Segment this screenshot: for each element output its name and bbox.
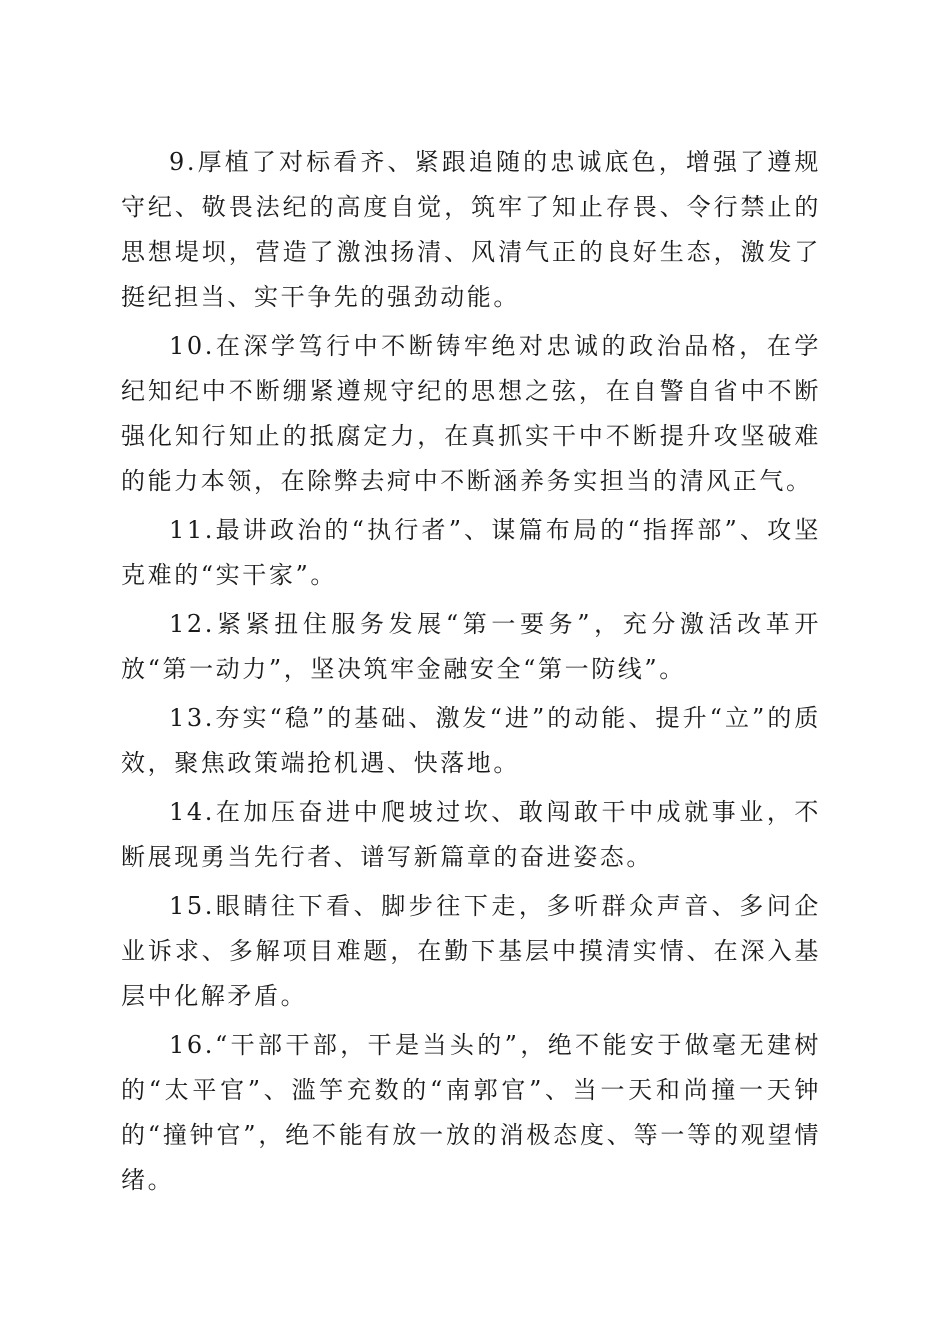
paragraph-13: 13.夯实“稳”的基础、激发“进”的动能、提升“立”的质效，聚焦政策端抢机遇、快落地。 — [121, 704, 821, 777]
paragraph-9: 9.厚植了对标看齐、紧跟追随的忠诚底色，增强了遵规守纪、敬畏法纪的高度自觉，筑牢了知止存畏、令行禁止的思想堤坝，营造了激浊扬清、风清气正的良好生态，激发了挺纪担当、实干争先的强劲动能。 — [121, 148, 821, 311]
paragraph-12: 12.紧紧扭住服务发展“第一要务”，充分激活改革开放“第一动力”，坚决筑牢金融安全“第一防线”。 — [121, 610, 821, 683]
document-body — [121, 140, 821, 1207]
paragraph-11: 11.最讲政治的“执行者”、谋篇布局的“指挥部”、攻坚克难的“实干家”。 — [121, 516, 821, 589]
paragraph-14: 14.在加压奋进中爬坡过坎、敢闯敢干中成就事业，不断展现勇当先行者、谱写新篇章的奋进姿态。 — [121, 798, 821, 871]
paragraph-16: 16.“干部干部，干是当头的”，绝不能安于做毫无建树的“太平官”、滥竽充数的“南郭官”、当一天和尚撞一天钟的“撞钟官”，绝不能有放一放的消极态度、等一等的观望情绪。 — [121, 1031, 821, 1194]
paragraph-10: 10.在深学笃行中不断铸牢绝对忠诚的政治品格，在学纪知纪中不断绷紧遵规守纪的思想之弦，在自警自省中不断强化知行知止的抵腐定力，在真抓实干中不断提升攻坚破难的能力本领，在除弊去疴中不断涵养务实担当的清风正气。 — [121, 332, 821, 495]
paragraph-15: 15.眼睛往下看、脚步往下走，多听群众声音、多问企业诉求、多解项目难题，在勤下基层中摸清实情、在深入基层中化解矛盾。 — [121, 892, 821, 1010]
